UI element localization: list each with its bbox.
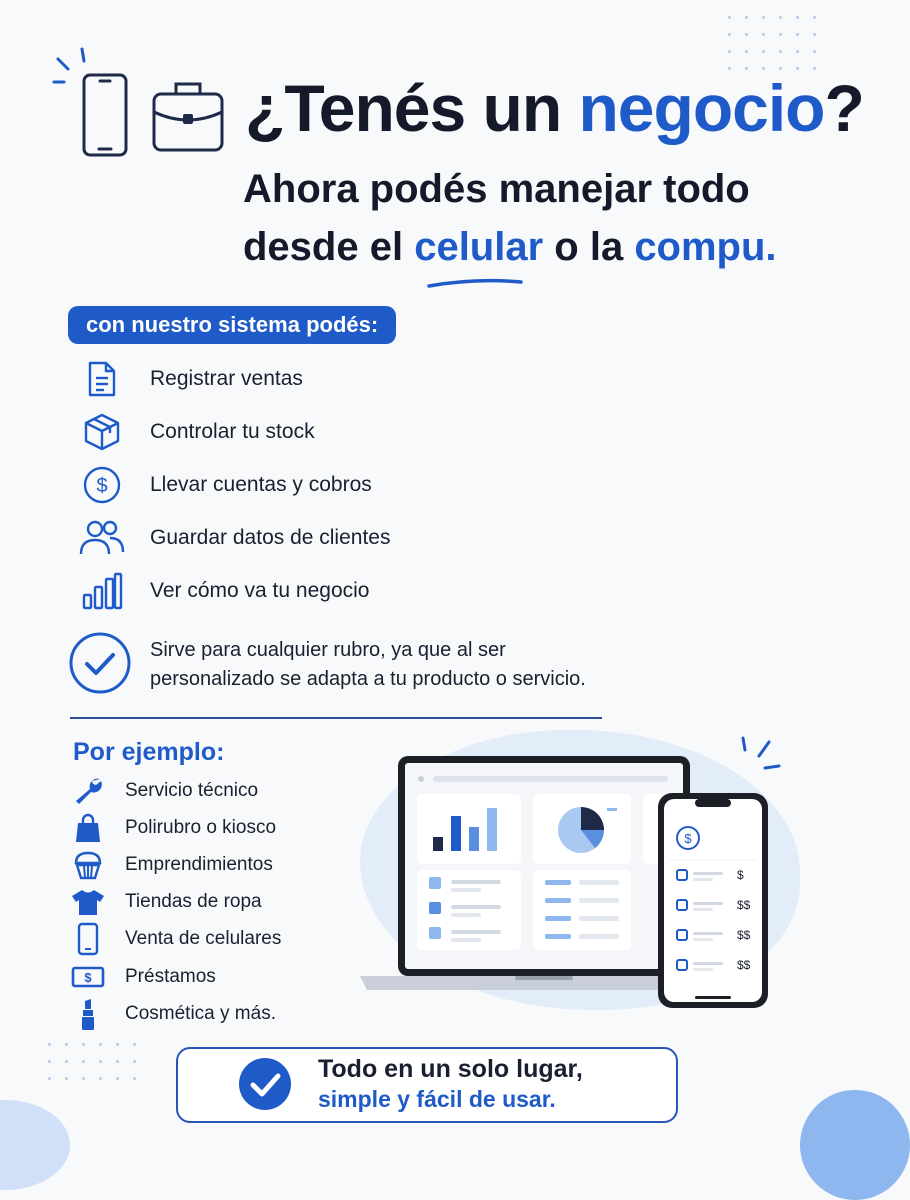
example-item-prestamos (70, 962, 216, 992)
rubro-note-line2: personalizado se adapta a tu producto o servicio. (150, 668, 586, 690)
shopping-bag-icon (70, 813, 106, 843)
example-item-celulares (70, 924, 282, 954)
rubro-note-line1: Sirve para cualquier rubro, ya que al ser (150, 639, 506, 661)
wrench-icon (70, 776, 106, 806)
feature-item-cuentas (78, 463, 372, 507)
examples-title: Por ejemplo: (73, 738, 225, 766)
example-item-emprendimientos (70, 850, 273, 880)
example-label: Cosmética y más. (125, 1003, 276, 1024)
svg-text:$: $ (84, 970, 92, 985)
phone-amount-4: $$ (737, 958, 751, 972)
box-icon (78, 410, 126, 454)
summary-line2: simple y fácil de usar. (318, 1086, 556, 1112)
tshirt-icon (70, 887, 106, 917)
feature-item-ventas (78, 357, 303, 401)
example-label: Servicio técnico (125, 780, 259, 801)
title-underline (425, 276, 525, 290)
cupcake-icon (70, 850, 106, 880)
divider (70, 717, 602, 719)
phone-amount-2: $$ (737, 898, 751, 912)
feature-label: Guardar datos de clientes (150, 526, 391, 549)
feature-label: Registrar ventas (150, 367, 303, 390)
feature-label: Ver cómo va tu negocio (150, 579, 370, 602)
feature-item-clientes (78, 516, 391, 560)
devices-illustration (355, 730, 795, 1015)
dot-pattern-top-right (728, 16, 830, 70)
dollar-coin-icon (78, 463, 126, 507)
feature-item-negocio (78, 569, 370, 613)
banknote-icon (70, 962, 106, 992)
check-circle-icon (68, 631, 132, 695)
example-item-polirubro (70, 813, 277, 843)
svg-text:$: $ (96, 475, 108, 497)
phone-icon (70, 924, 106, 954)
example-label: Tiendas de ropa (125, 891, 262, 912)
bottom-left-blob (0, 1100, 70, 1190)
example-label: Préstamos (125, 966, 216, 987)
svg-text:$: $ (684, 831, 692, 846)
features-pill: con nuestro sistema podés: (68, 306, 396, 344)
phone-amount-3: $$ (737, 928, 751, 942)
dot-pattern-bottom-left (48, 1043, 150, 1080)
document-icon (78, 357, 126, 401)
feature-item-stock (78, 410, 315, 454)
lipstick-icon (70, 999, 106, 1029)
check-badge-icon (238, 1057, 292, 1111)
page-title: ¿Tenés un negocio? (245, 71, 864, 145)
feature-label: Llevar cuentas y cobros (150, 473, 372, 496)
subtitle-line2: desde el celular o la compu. (243, 225, 777, 269)
feature-label: Controlar tu stock (150, 420, 315, 443)
example-label: Emprendimientos (125, 854, 273, 875)
bottom-right-blob (800, 1090, 910, 1200)
example-label: Polirubro o kiosco (125, 817, 277, 838)
example-item-ropa (70, 887, 262, 917)
subtitle-line1: Ahora podés manejar todo (243, 167, 750, 211)
example-item-servicio (70, 776, 259, 806)
summary-line1: Todo en un solo lugar, (318, 1055, 583, 1083)
example-item-cosmetica (70, 999, 276, 1029)
users-icon (78, 516, 126, 560)
page-subtitle (243, 160, 777, 276)
phone-amount-1: $ (737, 868, 744, 882)
rubro-note (150, 636, 586, 694)
phone-icon (46, 45, 136, 160)
bar-chart-icon (78, 569, 126, 613)
example-label: Venta de celulares (125, 928, 282, 949)
briefcase-icon (150, 76, 226, 154)
